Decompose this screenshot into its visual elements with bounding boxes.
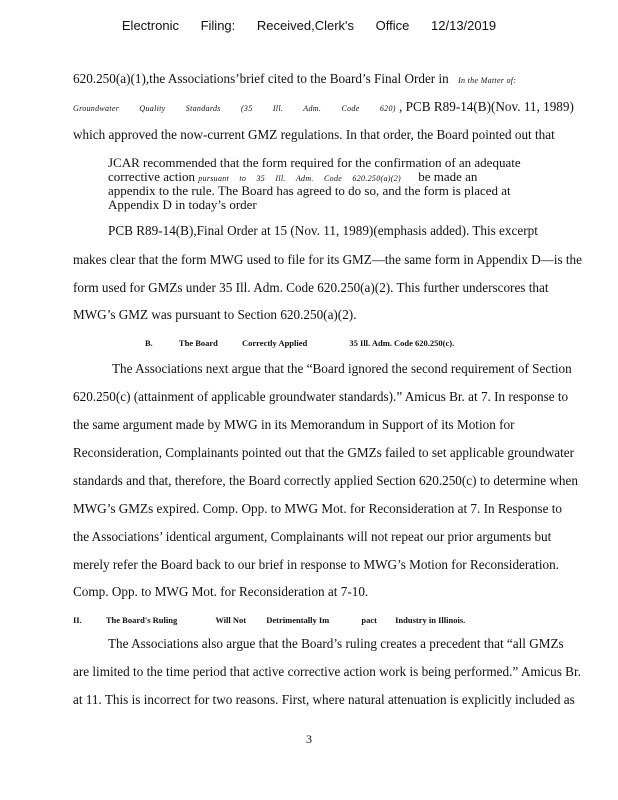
quote-italic-citation: pursuant to 35 Ill. Adm. Code 620.250(a)(2) xyxy=(198,174,401,183)
para3-line4: Reconsideration, Complainants pointed out that the GMZs failed to set applicable groundwater xyxy=(73,445,575,460)
para2-line2: makes clear that the form MWG used to file for its GMZ—the same form in Appendix D—is the xyxy=(73,252,582,267)
para3-line9: Comp. Opp. to MWG Mot. for Reconsideration at 7-10. xyxy=(73,584,369,599)
para1-line2-citation: , PCB R89-14(B)(Nov. 11, 1989) xyxy=(399,99,574,114)
para1-line1-text: 620.250(a)(1),the Associations’brief cited to the Board’s Final Order in xyxy=(73,71,449,86)
quote-line2-end: be made an xyxy=(418,169,478,184)
filing-header xyxy=(0,18,618,33)
heading-ii-number: II. xyxy=(73,615,82,625)
para3-line3: the same argument made by MWG in its Memorandum in Support of its Motion for xyxy=(73,417,515,432)
heading-ii-part3: Detrimentally Im xyxy=(266,615,330,625)
header-date: 12/13/2019 xyxy=(431,18,497,33)
para1-line1 xyxy=(73,71,516,87)
page-number: 3 xyxy=(306,732,312,746)
heading-b-letter: B. xyxy=(145,338,153,348)
heading-ii-part1: The Board's Ruling xyxy=(105,615,178,625)
quote-line4: Appendix D in today’s order xyxy=(108,197,257,212)
para2-line1: PCB R89-14(B),Final Order at 15 (Nov. 11, 1989)(emphasis added). This excerpt xyxy=(108,223,538,238)
para2-line3: form used for GMZs under 35 Ill. Adm. Code 620.250(a)(2). This further underscores that xyxy=(73,280,549,295)
header-filing: Filing: xyxy=(200,18,236,33)
para1-line3: which approved the now-current GMZ regulations. In that order, the Board pointed out that xyxy=(73,127,555,142)
case-caption-italic-2: Groundwater Quality Standards (35 Ill. Adm. Code 620) xyxy=(73,104,396,113)
quote-line2-text: corrective action xyxy=(108,169,195,184)
para3-line8: merely refer the Board back to our brief in response to MWG’s Motion for Reconsideration. xyxy=(73,557,559,572)
section-heading-ii xyxy=(73,615,465,625)
para4-line2: are limited to the time period that active corrective action work is being performed.” Amicus Br. xyxy=(73,664,581,679)
para1-line2 xyxy=(73,99,574,115)
section-heading-b xyxy=(145,338,454,348)
para3-line1: The Associations next argue that the “Board ignored the second requirement of Section xyxy=(112,361,572,376)
quote-line1: JCAR recommended that the form required for the confirmation of an adequate xyxy=(108,155,521,170)
para3-line2: 620.250(c) (attainment of applicable groundwater standards).” Amicus Br. at 7. In response to xyxy=(73,389,569,404)
para3-line7: the Associations’ identical argument, Complainants will not repeat our prior arguments but xyxy=(73,529,552,544)
heading-ii-part2: Will Not xyxy=(215,615,247,625)
header-office: Office xyxy=(375,18,410,33)
quote-line3: appendix to the rule. The Board has agreed to do so, and the form is placed at xyxy=(108,183,511,198)
header-received: Received,Clerk's xyxy=(256,18,355,33)
para4-line1: The Associations also argue that the Board’s ruling creates a precedent that “all GMZs xyxy=(108,636,564,651)
header-electronic: Electronic xyxy=(121,18,179,33)
heading-b-part1: The Board xyxy=(178,338,218,348)
para3-line5: standards and that, therefore, the Board correctly applied Section 620.250(c) to determine when xyxy=(73,473,578,488)
case-caption-italic: In the Matter of: xyxy=(458,76,517,85)
heading-b-part3: 35 Ill. Adm. Code 620.250(c). xyxy=(349,338,455,348)
para3-line6: MWG’s GMZs expired. Comp. Opp. to MWG Mot. for Reconsideration at 7. In Response to xyxy=(73,501,562,516)
para2-line4: MWG’s GMZ was pursuant to Section 620.250(a)(2). xyxy=(73,307,357,322)
heading-ii-part5: Industry in Illinois. xyxy=(395,615,466,625)
heading-ii-part4: pact xyxy=(361,615,377,625)
para4-line3: at 11. This is incorrect for two reasons. First, where natural attenuation is explicitly included as xyxy=(73,692,575,707)
heading-b-part2: Correctly Applied xyxy=(242,338,308,348)
